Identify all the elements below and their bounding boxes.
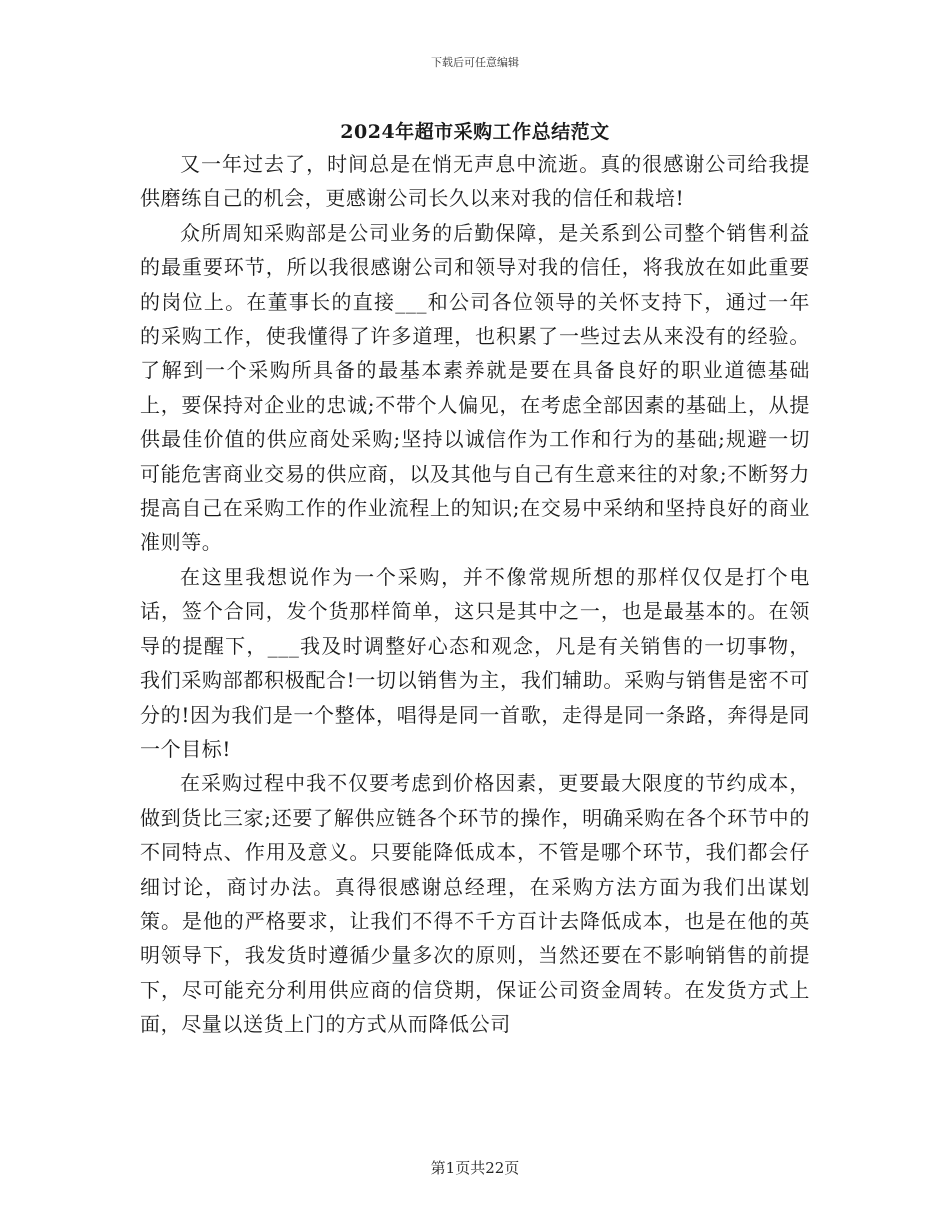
paragraph-1: 又一年过去了，时间总是在悄无声息中流逝。真的很感谢公司给我提供磨练自己的机会，更感谢公司长久以来对我的信任和栽培!	[140, 152, 810, 211]
header-note: 下载后可任意编辑	[431, 56, 519, 69]
paragraph-2: 众所周知采购部是公司业务的后勤保障，是关系到公司整个销售利益的最重要环节，所以我很感谢公司和领导对我的信任，将我放在如此重要的岗位上。在董事长的直接___和公司各位领导的关怀支持下，通过一年的采购工作，使我懂得了许多道理，也积累了一些过去从来没有的经验。了解到一个采购所具备的最基本素养就是要在具备良好的职业道德基础上，要保持对企业的忠诚;不带个人偏见，在考虑全部因素的基础上，从提供最佳价值的供应商处采购;坚持以诚信作为工作和行为的基础;规避一切可能危害商业交易的供应商，以及其他与自己有生意来往的对象;不断努力提高自己在采购工作的作业流程上的知识;在交易中采纳和坚持良好的商业准则等。	[140, 220, 810, 555]
paragraph-4: 在采购过程中我不仅要考虑到价格因素，更要最大限度的节约成本，做到货比三家;还要了解供应链各个环节的操作，明确采购在各个环节中的不同特点、作用及意义。只要能降低成本，不管是哪个环节，我们都会仔细讨论，商讨办法。真得很感谢总经理，在采购方法方面为我们出谋划策。是他的严格要求，让我们不得不千方百计去降低成本，也是在他的英明领导下，我发货时遵循少量多次的原则，当然还要在不影响销售的前提下，尽可能充分利用供应商的信贷期，保证公司资金周转。在发货方式上面，尽量以送货上门的方式从而降低公司	[140, 771, 810, 1037]
page-number-footer: 第1页共22页	[430, 1159, 520, 1177]
document-title: 2024年超市采购工作总结范文	[340, 121, 610, 143]
document-body	[140, 147, 810, 1042]
paragraph-3: 在这里我想说作为一个采购，并不像常规所想的那样仅仅是打个电话，签个合同，发个货那样简单，这只是其中之一，也是最基本的。在领导的提醒下，___我及时调整好心态和观念，凡是有关销售的一切事物，我们采购部都积极配合!一切以销售为主，我们辅助。采购与销售是密不可分的!因为我们是一个整体，唱得是同一首歌，走得是同一条路，奔得是同一个目标!	[140, 564, 810, 761]
